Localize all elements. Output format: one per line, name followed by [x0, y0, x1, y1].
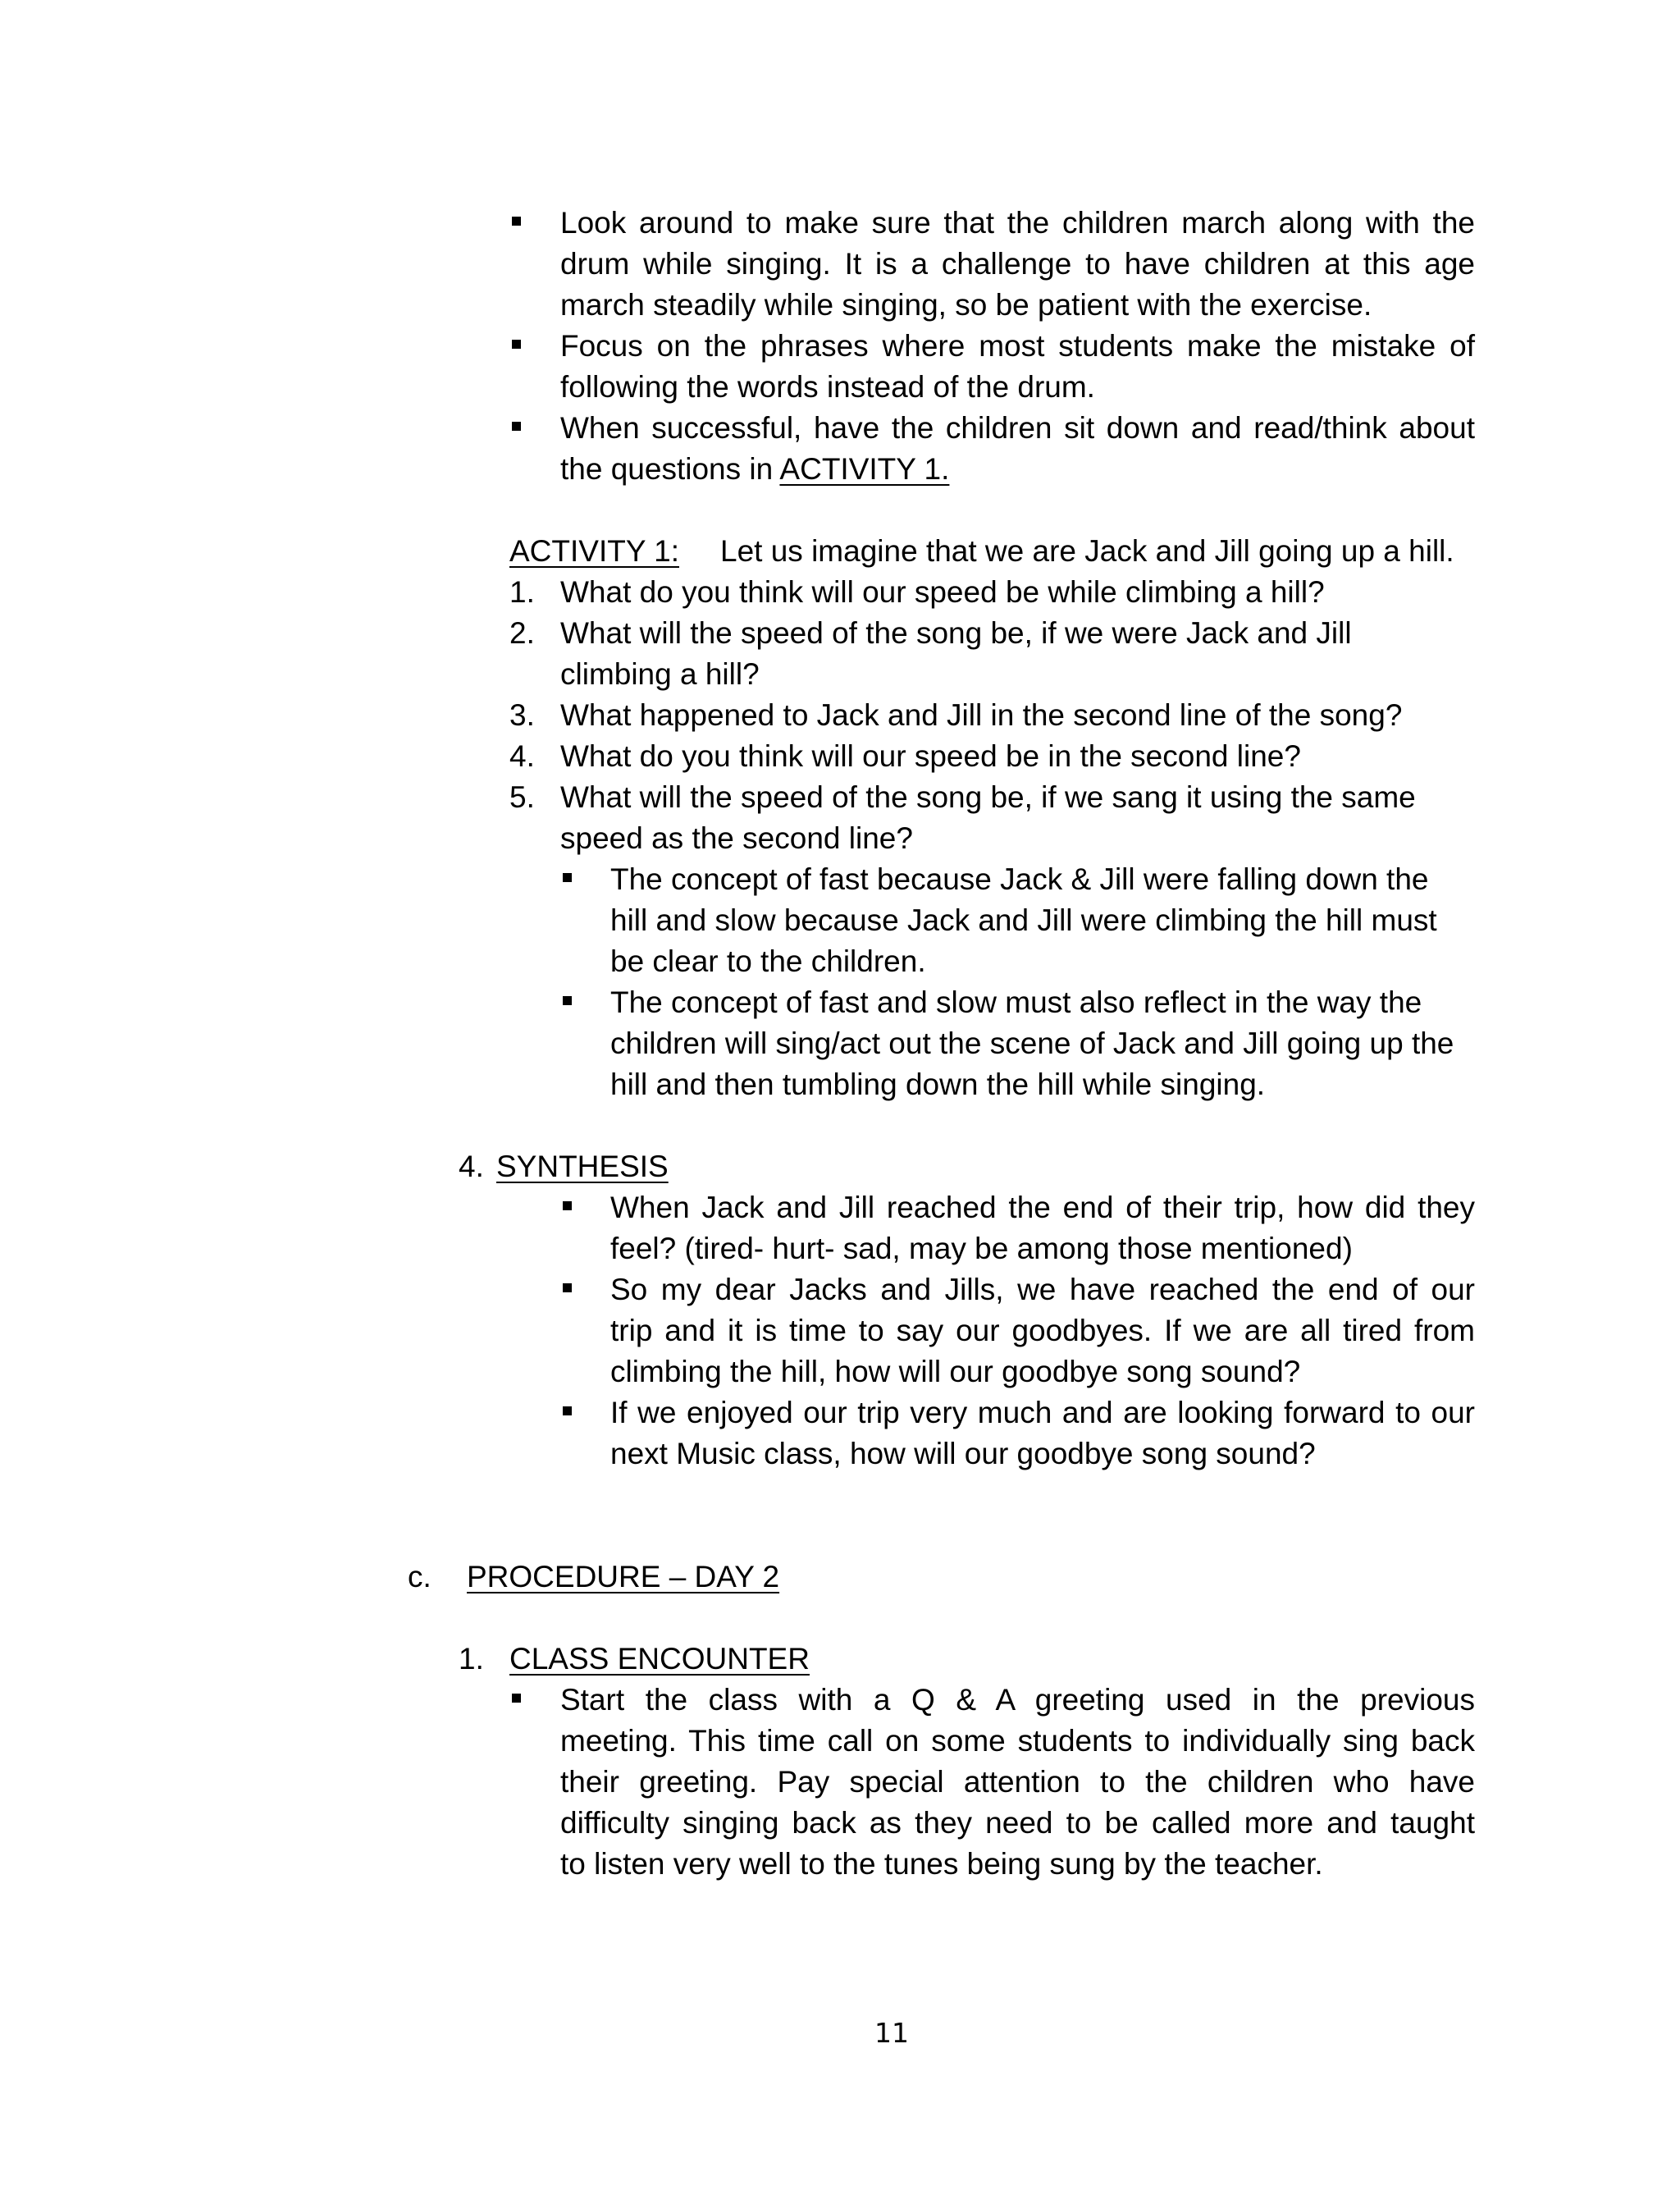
paragraph-line: Focus on the phrases where most students make the mistake of — [560, 329, 1475, 363]
paragraph-line: The concept of fast because Jack & Jill were falling down the — [610, 862, 1429, 896]
paragraph-line: following the words instead of the drum. — [560, 370, 1095, 404]
paragraph-line: hill and then tumbling down the hill while singing. — [610, 1068, 1266, 1101]
paragraph-line: difficulty singing back as they need to be called more and taught — [560, 1806, 1475, 1840]
bullet-marker — [563, 996, 572, 1005]
paragraph-line: be clear to the children. — [610, 944, 926, 978]
list-number: 5. — [509, 780, 535, 814]
paragraph-line: Start the class with a Q & A greeting used in the previous — [560, 1683, 1475, 1717]
question-text: What will the speed of the song be, if we were Jack and Jill — [560, 616, 1352, 650]
question-text: What happened to Jack and Jill in the second line of the song? — [560, 698, 1403, 732]
paragraph-line: next Music class, how will our goodbye song sound? — [610, 1437, 1316, 1470]
activity-reference: ACTIVITY 1. — [779, 452, 950, 486]
bullet-marker — [512, 1694, 521, 1703]
subsection-heading: CLASS ENCOUNTER — [509, 1642, 810, 1676]
bullet-marker — [512, 217, 521, 226]
section-heading: SYNTHESIS — [496, 1150, 669, 1183]
paragraph-line — [560, 448, 949, 490]
paragraph-line: trip and it is time to say our goodbyes. If we are all tired from — [610, 1314, 1475, 1347]
bullet-marker — [563, 1406, 572, 1415]
question-text: climbing a hill? — [560, 657, 760, 691]
paragraph-line: climbing the hill, how will our goodbye song sound? — [610, 1355, 1301, 1388]
question-text: speed as the second line? — [560, 821, 913, 855]
bullet-marker — [512, 340, 521, 349]
section-number: 1. — [459, 1642, 484, 1676]
paragraph-line: If we enjoyed our trip very much and are looking forward to our — [610, 1396, 1475, 1429]
paragraph-line: The concept of fast and slow must also reflect in the way the — [610, 985, 1422, 1019]
paragraph-line: to listen very well to the tunes being sung by the teacher. — [560, 1847, 1323, 1881]
section-heading: PROCEDURE – DAY 2 — [467, 1560, 780, 1593]
section-number: 4. — [459, 1150, 484, 1183]
section-letter: c. — [408, 1560, 431, 1593]
paragraph-line: hill and slow because Jack and Jill were climbing the hill must — [610, 903, 1437, 937]
list-number: 4. — [509, 739, 535, 773]
list-number: 3. — [509, 698, 535, 732]
paragraph-line: When successful, have the children sit down and read/think about — [560, 411, 1475, 445]
paragraph-line: drum while singing. It is a challenge to have children at this age — [560, 247, 1475, 281]
paragraph-line: When Jack and Jill reached the end of their trip, how did they — [610, 1191, 1475, 1224]
bullet-marker — [563, 873, 572, 882]
paragraph-line: children will sing/act out the scene of Jack and Jill going up the — [610, 1026, 1454, 1060]
paragraph-text: the questions in — [560, 452, 780, 486]
activity-intro: Let us imagine that we are Jack and Jill going up a hill. — [720, 534, 1454, 568]
paragraph-line: meeting. This time call on some students to individually sing back — [560, 1724, 1475, 1758]
question-text: What do you think will our speed be while climbing a hill? — [560, 575, 1325, 609]
activity-label: ACTIVITY 1: — [509, 534, 679, 568]
paragraph-line: their greeting. Pay special attention to the children who have — [560, 1765, 1475, 1799]
page-number: 11 — [874, 2017, 909, 2049]
list-number: 2. — [509, 616, 535, 650]
list-number: 1. — [509, 575, 535, 609]
paragraph-line: feel? (tired- hurt- sad, may be among those mentioned) — [610, 1232, 1353, 1265]
bullet-marker — [563, 1201, 572, 1210]
paragraph-line: So my dear Jacks and Jills, we have reached the end of our — [610, 1273, 1475, 1306]
paragraph-line: march steadily while singing, so be patient with the exercise. — [560, 288, 1372, 322]
question-text: What do you think will our speed be in the second line? — [560, 739, 1301, 773]
bullet-marker — [512, 422, 521, 431]
paragraph-line: Look around to make sure that the children march along with the — [560, 206, 1475, 240]
bullet-marker — [563, 1283, 572, 1292]
question-text: What will the speed of the song be, if we sang it using the same — [560, 780, 1416, 814]
